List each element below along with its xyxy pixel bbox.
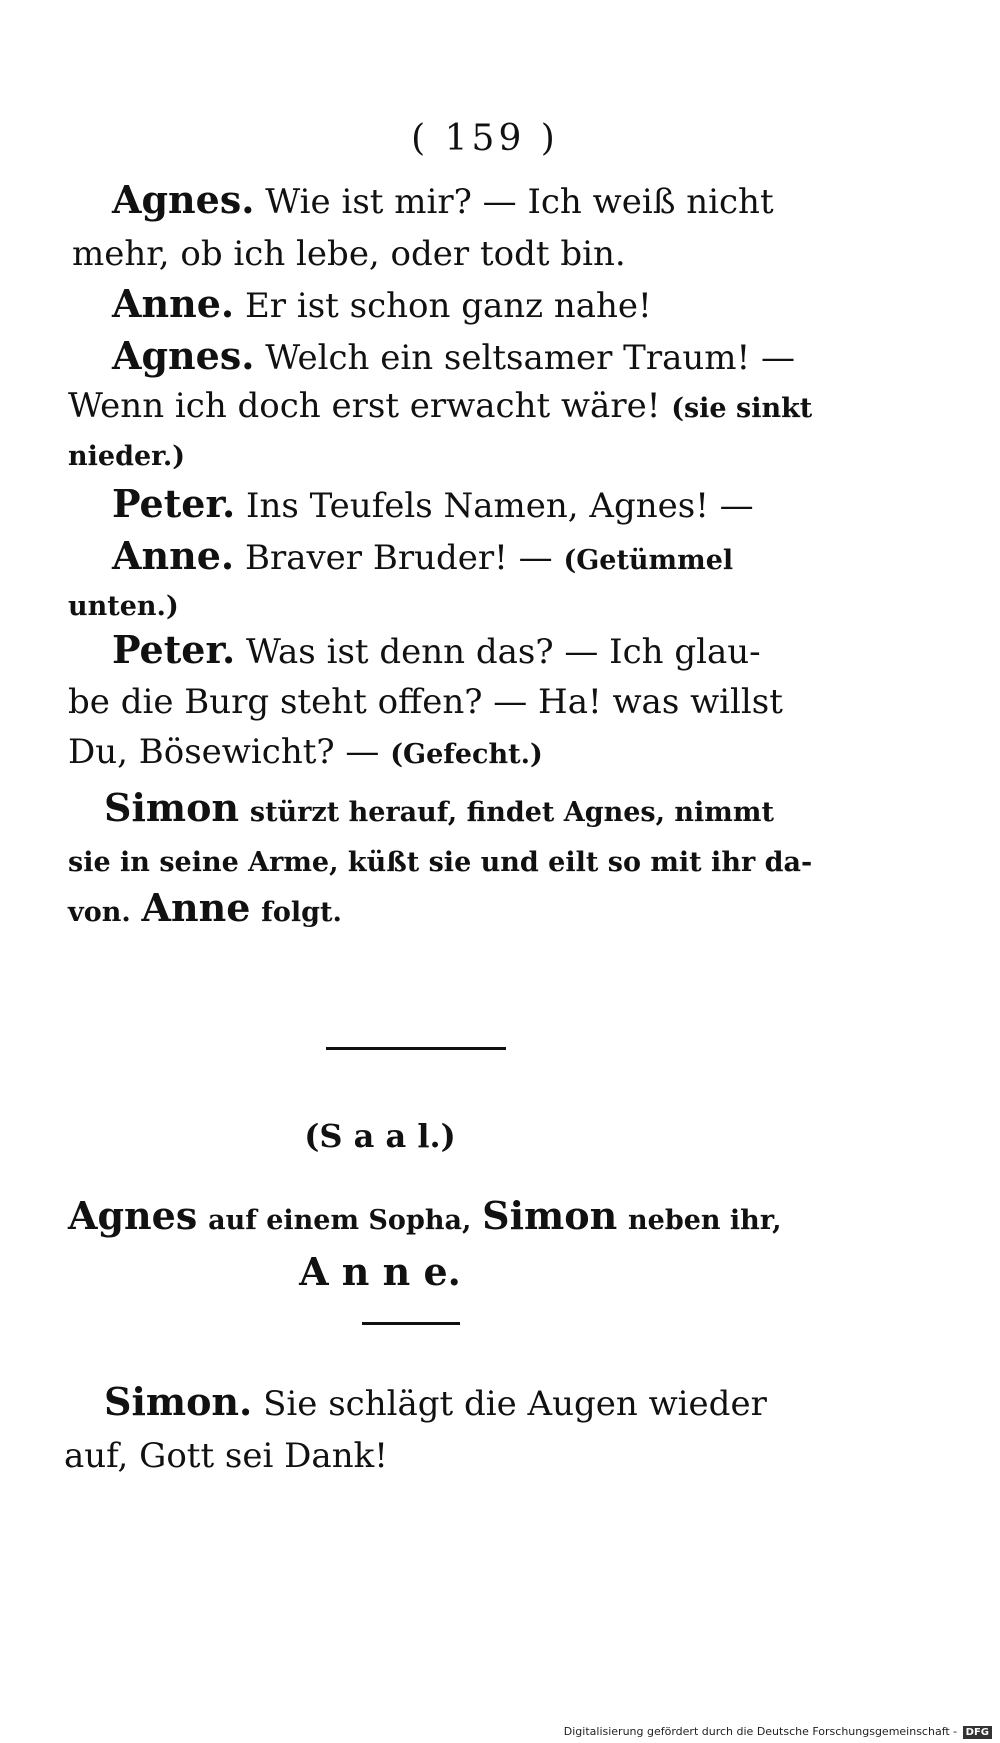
stage-direction: (Gefecht.)	[390, 739, 543, 770]
speaker-name: Agnes	[68, 1193, 198, 1238]
dfg-logo: DFG	[963, 1726, 992, 1739]
stage-direction-line	[68, 838, 812, 885]
dialogue-line	[112, 282, 652, 328]
scene-setting-line	[0, 1250, 760, 1296]
dialogue-line	[112, 178, 774, 224]
stage-direction: (Getümmel	[563, 545, 734, 576]
dialogue-line	[112, 482, 754, 528]
scene-heading: (S a a l.)	[304, 1117, 456, 1155]
dialogue-text: Wie ist mir? — Ich weiß nicht	[265, 182, 774, 222]
dialogue-text: Braver Bruder! —	[244, 538, 553, 578]
page-number: ( 159 )	[411, 118, 559, 159]
speaker-name: Peter.	[112, 481, 236, 526]
dialogue-text: Sie schlägt die Augen wieder	[263, 1384, 767, 1424]
speaker-name: Agnes.	[112, 177, 255, 222]
speaker-name: Anne.	[112, 533, 235, 578]
speaker-name: Simon	[104, 785, 240, 830]
dialogue-line	[68, 432, 185, 479]
scene-setting-text: neben ihr,	[628, 1205, 782, 1236]
stage-direction-text: von.	[68, 897, 131, 928]
stage-direction-line	[68, 886, 342, 935]
dialogue-line	[72, 232, 626, 276]
stage-direction: (sie sinkt	[671, 393, 813, 424]
speaker-name: Simon.	[104, 1379, 253, 1424]
scene-setting-text: auf einem Sopha,	[208, 1205, 472, 1236]
dialogue-text: Was ist denn das? — Ich glau-	[246, 632, 761, 672]
dialogue-line	[68, 384, 812, 431]
dialogue-text: mehr, ob ich lebe, oder todt bin.	[72, 234, 626, 274]
speaker-name: Anne.	[112, 281, 235, 326]
stage-direction-text: sie in seine Arme, küßt sie und eilt so mit ihr da-	[68, 847, 813, 878]
speaker-name: Anne	[141, 885, 251, 930]
footer-text: Digitalisierung gefördert durch die Deutsche Forschungsgemeinschaft -	[563, 1725, 958, 1738]
dialogue-line	[112, 334, 795, 380]
dialogue-line	[112, 534, 733, 583]
stage-direction-line	[104, 786, 774, 835]
section-divider	[326, 1047, 506, 1050]
digitization-footer	[564, 1725, 992, 1739]
dialogue-line	[64, 1434, 388, 1478]
dialogue-text: Du, Bösewicht? —	[68, 732, 380, 772]
dialogue-text: be die Burg steht offen? — Ha! was willst	[68, 682, 783, 722]
scene-setting-line	[68, 1194, 781, 1243]
dialogue-text: Welch ein seltsamer Traum! —	[265, 338, 795, 378]
speaker-name: Simon	[482, 1193, 618, 1238]
speaker-name: Agnes.	[112, 333, 255, 378]
stage-direction-text: stürzt herauf, findet Agnes, nimmt	[249, 797, 774, 828]
section-divider	[362, 1322, 460, 1325]
stage-direction: nieder.)	[68, 441, 186, 472]
stage-direction-text: folgt.	[261, 897, 342, 928]
dialogue-line	[68, 680, 783, 724]
dialogue-line	[68, 582, 179, 629]
speaker-name: A n n e.	[299, 1249, 461, 1294]
dialogue-line	[104, 1380, 767, 1426]
dialogue-text: Wenn ich doch erst erwacht wäre!	[68, 386, 661, 426]
dialogue-line	[112, 628, 761, 674]
dialogue-text: auf, Gott sei Dank!	[64, 1436, 388, 1476]
speaker-name: Peter.	[112, 627, 236, 672]
dialogue-text: Ins Teufels Namen, Agnes! —	[246, 486, 754, 526]
dialogue-text: Er ist schon ganz nahe!	[244, 286, 652, 326]
dialogue-line	[68, 730, 543, 777]
stage-direction: unten.)	[68, 591, 179, 622]
